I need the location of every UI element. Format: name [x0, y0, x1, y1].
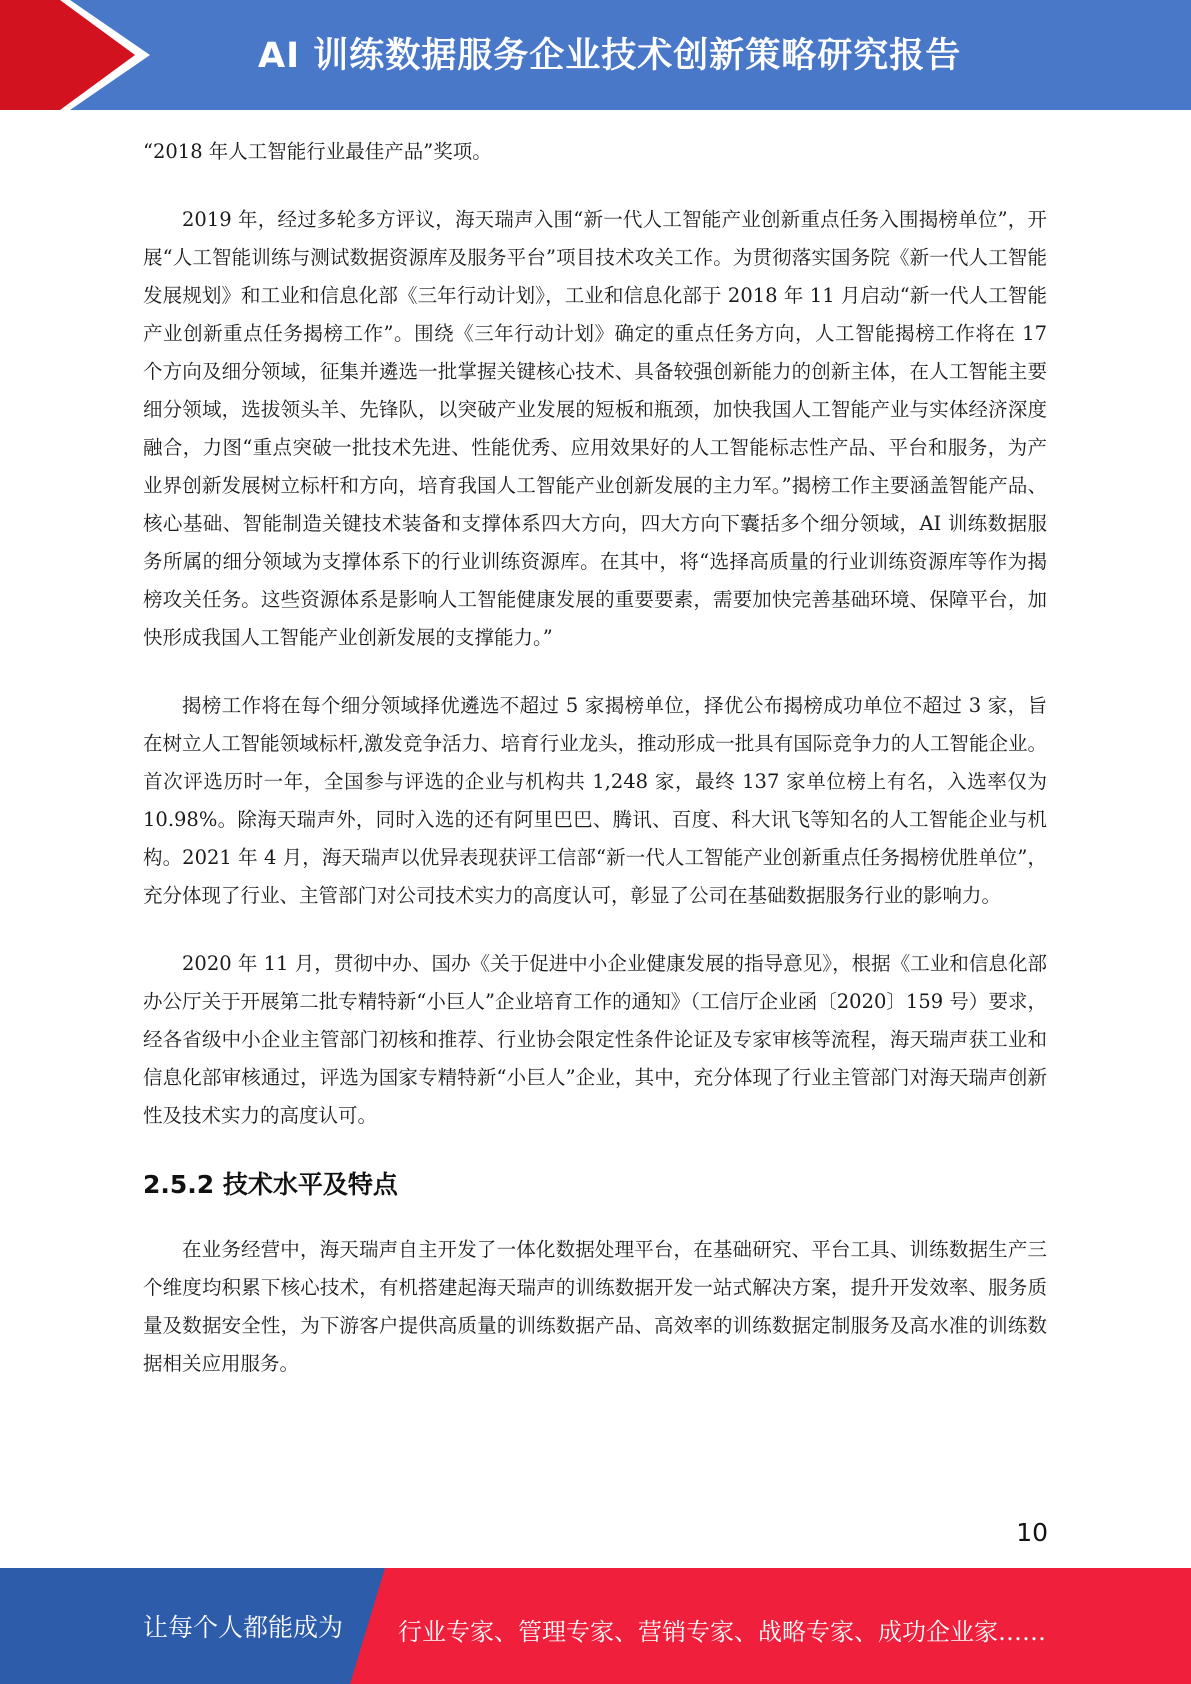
section-heading: 2.5.2 技术水平及特点 — [143, 1170, 398, 1199]
page-footer — [0, 1568, 1191, 1684]
paragraph-2019-selection: 2019 年，经过多轮多方评议，海天瑞声入围“新一代人工智能产业创新重点任务入围揭榜单位”，开展“人工智能训练与测试数据资源库及服务平台”项目技术攻关工作。为贯彻落实国务院《新一代人工智能发展规划》和工业和信息化部《三年行动计划》，工业和信息化部于 2018 年 11 月启动“新一代人工智能产业创新重点任务揭榜工作”。围绕《三年行动计划》确定的重点任务方向，人工智能揭榜工作将在 17 个方向及细分领域，征集并遴选一批掌握关键核心技术、具备较强创新能力的创新主体，在人工智能主要细分领域，选拔领头羊、先锋队，以突破产业发展的短板和瓶颈，加快我国人工智能产业与实体经济深度融合，力图“重点突破一批技术先进、性能优秀、应用效果好的人工智能标志性产品、平台和服务，为产业界创新发展树立标杆和方向，培育我国人工智能产业创新发展的主力军。”揭榜工作主要涵盖智能产品、核心基础、智能制造关键技术装备和支撑体系四大方向，四大方向下囊括多个细分领域，AI 训练数据服务所属的细分领域为支撑体系下的行业训练资源库。在其中，将“选择高质量的行业训练资源库等作为揭榜攻关任务。这些资源体系是影响人工智能健康发展的重要要素，需要加快完善基础环境、保障平台，加快形成我国人工智能产业创新发展的支撑能力。” — [143, 208, 1047, 649]
header-title: AI 训练数据服务企业技术创新策略研究报告 — [258, 36, 962, 76]
footer-slogan-right: 行业专家、管理专家、营销专家、战略专家、成功企业家…… — [398, 1618, 1046, 1646]
paragraph-award: “2018 年人工智能行业最佳产品”奖项。 — [143, 140, 492, 163]
paragraph-tech-level: 在业务经营中，海天瑞声自主开发了一体化数据处理平台，在基础研究、平台工具、训练数据生产三个维度均积累下核心技术，有机搭建起海天瑞声的训练数据开发一站式解决方案，提升开发效率、服务质量及数据安全性，为下游客户提供高质量的训练数据产品、高效率的训练数据定制服务及高水准的训练数据相关应用服务。 — [143, 1238, 1047, 1375]
header-chevron-decoration — [0, 0, 160, 110]
page-number: 10 — [1016, 1518, 1048, 1547]
page-header — [0, 0, 1191, 110]
footer-slogan-left: 让每个人都能成为 — [143, 1613, 344, 1642]
paragraph-little-giant: 2020 年 11 月，贯彻中办、国办《关于促进中小企业健康发展的指导意见》，根据《工业和信息化部办公厅关于开展第二批专精特新“小巨人”企业培育工作的通知》（工信厅企业函〔2020〕159 号）要求，经各省级中小企业主管部门初核和推荐、行业协会限定性条件论证及专家审核等流程，海天瑞声获工业和信息化部审核通过，评选为国家专精特新“小巨人”企业，其中，充分体现了行业主管部门对海天瑞声创新性及技术实力的高度认可。 — [143, 952, 1047, 1127]
main-content — [143, 133, 1047, 1383]
paragraph-selection-details: 揭榜工作将在每个细分领域择优遴选不超过 5 家揭榜单位，择优公布揭榜成功单位不超过 3 家，旨在树立人工智能领域标杆,激发竞争活力、培育行业龙头，推动形成一批具有国际竞争力的人工智能企业。首次评选历时一年，全国参与评选的企业与机构共 1,248 家，最终 137 家单位榜上有名，入选率仅为 10.98%。除海天瑞声外，同时入选的还有阿里巴巴、腾讯、百度、科大讯飞等知名的人工智能企业与机构。2021 年 4 月，海天瑞声以优异表现获评工信部“新一代人工智能产业创新重点任务揭榜优胜单位”，充分体现了行业、主管部门对公司技术实力的高度认可，彰显了公司在基础数据服务行业的影响力。 — [143, 694, 1047, 907]
